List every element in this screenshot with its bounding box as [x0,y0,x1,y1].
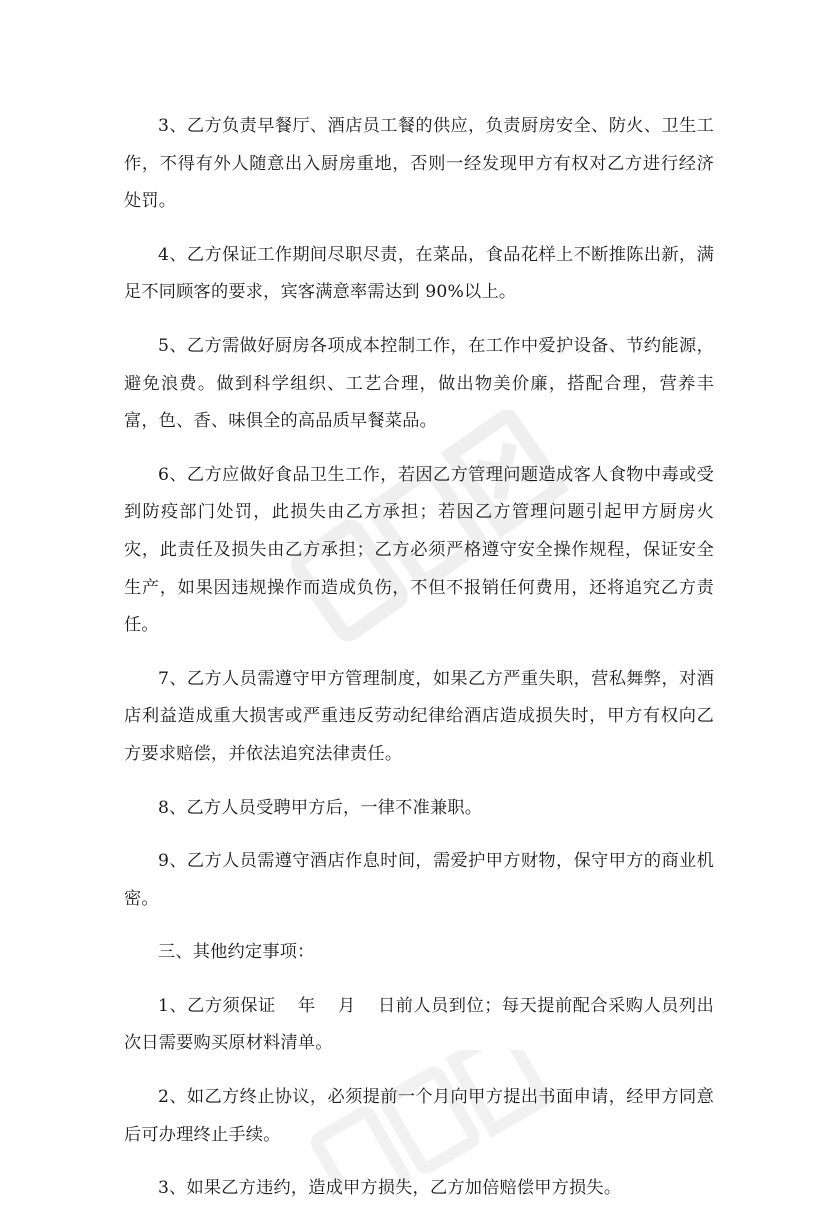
other-term-1 [124,988,714,1063]
clause-8: 8、乙方人员受聘甲方后，一律不准兼职。 [158,797,483,818]
other-term-2: 2、如乙方终止协议，必须提前一个月向甲方提出书面申请，经甲方同意后可办理终止手续。 [124,1087,714,1145]
clause-7: 7、乙方人员需遵守甲方管理制度，如果乙方严重失职，营私舞弊，对酒店利益造成重大损害或严重违反劳动纪律给酒店造成损失时，甲方有权向乙方要求赔偿，并依法追究法律责任。 [124,668,714,764]
document-body [124,108,714,1224]
other-term-1-year: 年 [297,995,316,1016]
section-heading-other-terms: 三、其他约定事项： [158,942,315,963]
other-term-1-prefix: 1、乙方须保证 [158,995,276,1016]
clause-5: 5、乙方需做好厨房各项成本控制工作，在工作中爱护设备、节约能源，避免浪费。做到科学组织、工艺合理，做出物美价廉，搭配合理，营养丰富，色、香、味俱全的高品质早餐菜品。 [124,335,714,432]
clause-9: 9、乙方人员需遵守酒店作息时间，需爱护甲方财物，保守甲方的商业机密。 [124,851,714,909]
other-term-3: 3、如果乙方违约，造成甲方损失，乙方加倍赔偿甲方损失。 [158,1178,622,1199]
clause-4: 4、乙方保证工作期间尽职尽责，在菜品，食品花样上不断推陈出新，满足不同顾客的要求，宾客满意率需达到 90%以上。 [124,244,714,303]
clause-6: 6、乙方应做好食品卫生工作，若因乙方管理问题造成客人食物中毒或受到防疫部门处罚，此损失由乙方承担；若因乙方管理问题引起甲方厨房火灾，此责任及损失由乙方承担；乙方必须严格遵守安全操作规程，保证安全生产，如果因违规操作而造成负伤，不但不报销任何费用，还将追究乙方责任。 [124,464,714,636]
other-term-1-month: 月 [337,995,356,1016]
other-term-1-suffix: 日前人员到位；每天提前配合采购人员列出次日需要购买原材料清单。 [124,995,714,1054]
clause-3: 3、乙方负责早餐厅、酒店员工餐的供应，负责厨房安全、防火、卫生工作，不得有外人随意出入厨房重地，否则一经发现甲方有权对乙方进行经济处罚。 [124,116,714,212]
